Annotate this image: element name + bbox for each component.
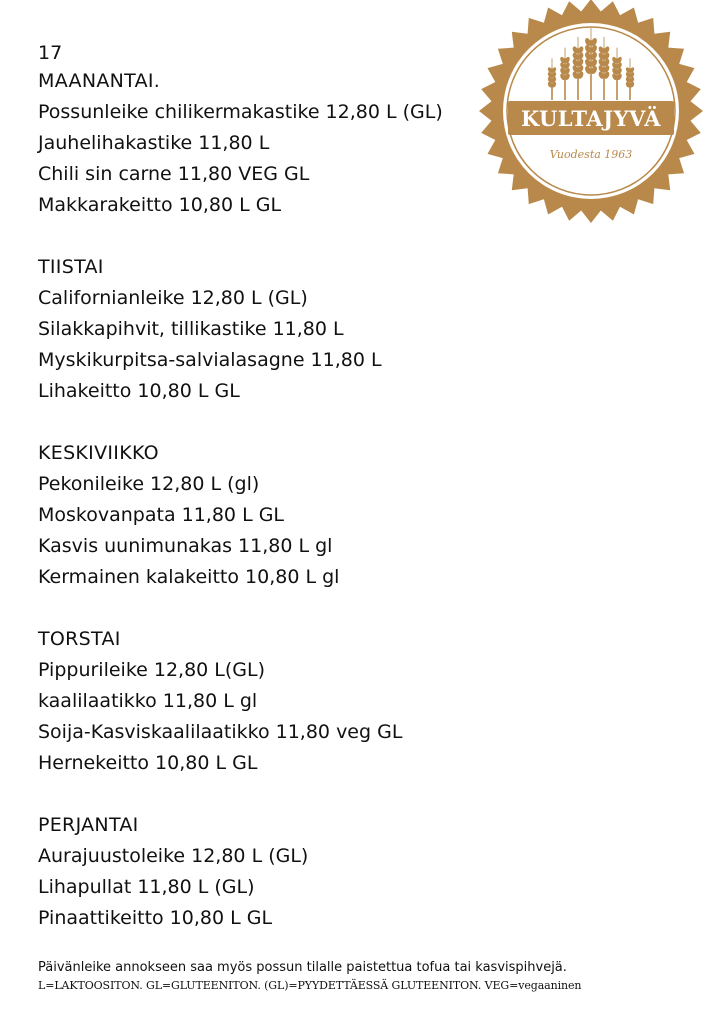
menu-item: Silakkapihvit, tillikastike 11,80 L <box>38 318 344 340</box>
weekday-list <box>38 66 508 934</box>
menu-item: Californianleike 12,80 L (GL) <box>38 287 308 309</box>
menu-item: Kasvis uunimunakas 11,80 L gl <box>38 535 333 557</box>
day-section <box>38 810 508 934</box>
week-number: 17 <box>38 42 63 64</box>
brand-tagline: Vuodesta 1963 <box>549 148 633 161</box>
menu-footer <box>38 958 698 994</box>
menu-item: Makkarakeitto 10,80 L GL <box>38 194 282 216</box>
day-section <box>38 438 508 593</box>
lunch-menu <box>38 40 508 965</box>
menu-item: Pekonileike 12,80 L (gl) <box>38 473 260 495</box>
menu-item: Myskikurpitsa-salvialasagne 11,80 L <box>38 349 382 371</box>
day-title: TORSTAI <box>38 628 121 650</box>
menu-item: Kermainen kalakeitto 10,80 L gl <box>38 566 340 588</box>
day-title: MAANANTAI. <box>38 70 161 92</box>
menu-item: Pippurileike 12,80 L(GL) <box>38 659 266 681</box>
day-section <box>38 66 508 221</box>
menu-item: Hernekeitto 10,80 L GL <box>38 752 258 774</box>
menu-item: kaalilaatikko 11,80 L gl <box>38 690 258 712</box>
menu-item: Pinaattikeitto 10,80 L GL <box>38 907 273 929</box>
menu-item: Jauhelihakastike 11,80 L <box>38 132 270 154</box>
kultajyva-logo <box>478 0 704 224</box>
menu-item: Moskovanpata 11,80 L GL <box>38 504 284 526</box>
menu-item: Chili sin carne 11,80 VEG GL <box>38 163 310 185</box>
footer-note: Päivänleike annokseen saa myös possun tilalle paistettua tofua tai kasvispihvejä. <box>38 960 567 975</box>
menu-item: Lihapullat 11,80 L (GL) <box>38 876 255 898</box>
menu-item: Possunleike chilikermakastike 12,80 L (GL) <box>38 101 443 123</box>
day-title: KESKIVIIKKO <box>38 442 159 464</box>
brand-name: KULTAJYVÄ <box>520 106 662 131</box>
logo-seal <box>478 0 704 224</box>
menu-item: Aurajuustoleike 12,80 L (GL) <box>38 845 309 867</box>
menu-item: Soija-Kasviskaalilaatikko 11,80 veg GL <box>38 721 403 743</box>
menu-item: Lihakeitto 10,80 L GL <box>38 380 240 402</box>
day-section <box>38 252 508 407</box>
day-title: TIISTAI <box>38 256 104 278</box>
day-title: PERJANTAI <box>38 814 139 836</box>
day-section <box>38 624 508 779</box>
diet-legend: L=LAKTOOSITON. GL=GLUTEENITON. (GL)=PYYDETTÄESSÄ GLUTEENITON. VEG=vegaaninen <box>38 979 582 992</box>
